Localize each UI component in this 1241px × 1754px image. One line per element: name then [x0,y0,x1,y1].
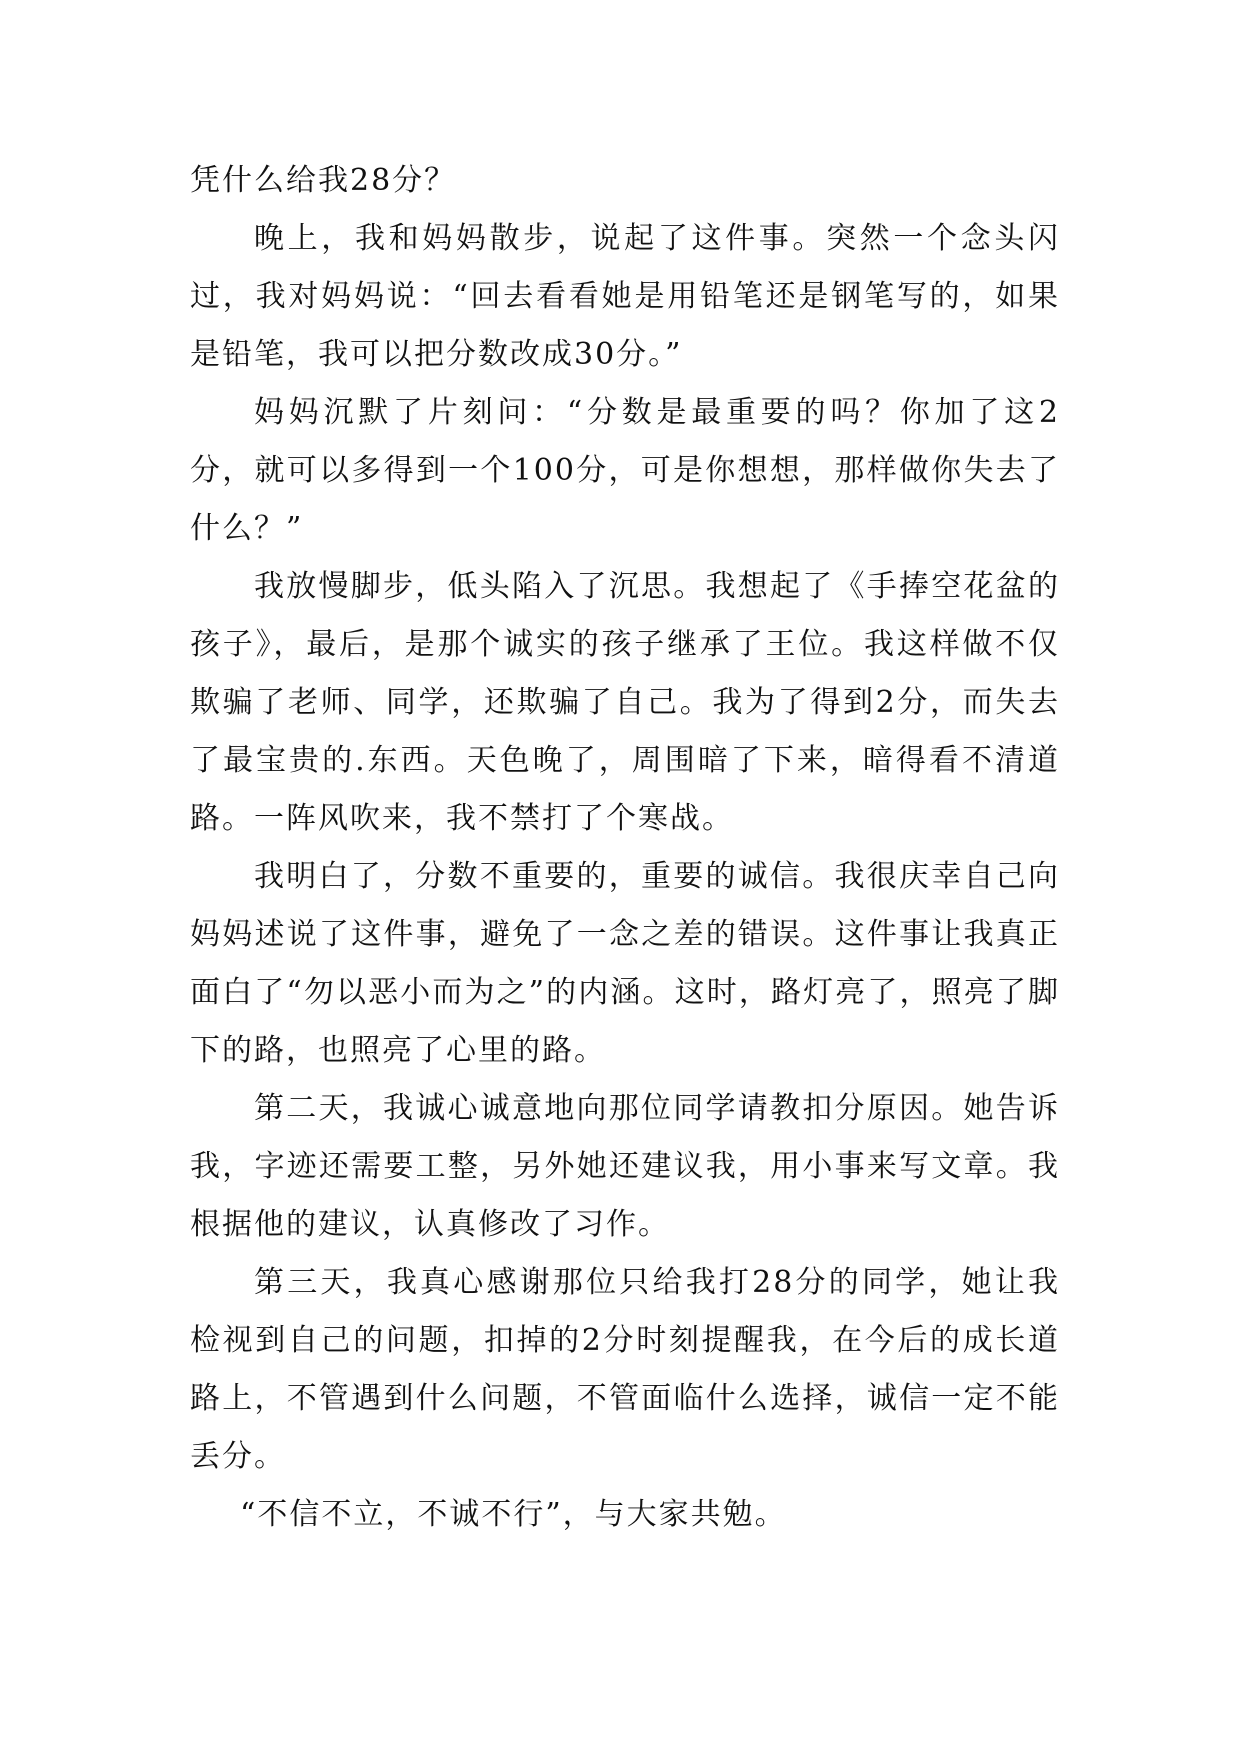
paragraph-7: 第三天，我真心感谢那位只给我打28分的同学，她让我检视到自己的问题，扣掉的2分时刻提醒我，在今后的成长道路上，不管遇到什么问题，不管面临什么选择，诚信一定不能丢分。 [190,1265,1060,1474]
paragraph-2: 晚上，我和妈妈散步，说起了这件事。突然一个念头闪过，我对妈妈说：“回去看看她是用铅笔还是钢笔写的，如果是铅笔，我可以把分数改成30分。” [190,221,1060,372]
document-body [190,152,1060,1544]
paragraph-8: “不信不立，不诚不行”，与大家共勉。 [240,1497,787,1532]
paragraph-6: 第二天，我诚心诚意地向那位同学请教扣分原因。她告诉我，字迹还需要工整，另外她还建议我，用小事来写文章。我根据他的建议，认真修改了习作。 [190,1091,1060,1242]
paragraph-5: 我明白了，分数不重要的，重要的诚信。我很庆幸自己向妈妈述说了这件事，避免了一念之差的错误。这件事让我真正面白了“勿以恶小而为之”的内涵。这时，路灯亮了，照亮了脚下的路，也照亮了心里的路。 [190,859,1060,1068]
paragraph-3: 妈妈沉默了片刻问：“分数是最重要的吗？你加了这2分，就可以多得到一个100分，可是你想想，那样做你失去了什么？” [190,395,1060,546]
paragraph-1: 凭什么给我28分？ [190,163,457,198]
paragraph-4: 我放慢脚步，低头陷入了沉思。我想起了《手捧空花盆的孩子》，最后，是那个诚实的孩子继承了王位。我这样做不仅欺骗了老师、同学，还欺骗了自己。我为了得到2分，而失去了最宝贵的.东西。天色晚了，周围暗了下来，暗得看不清道路。一阵风吹来，我不禁打了个寒战。 [190,569,1060,836]
